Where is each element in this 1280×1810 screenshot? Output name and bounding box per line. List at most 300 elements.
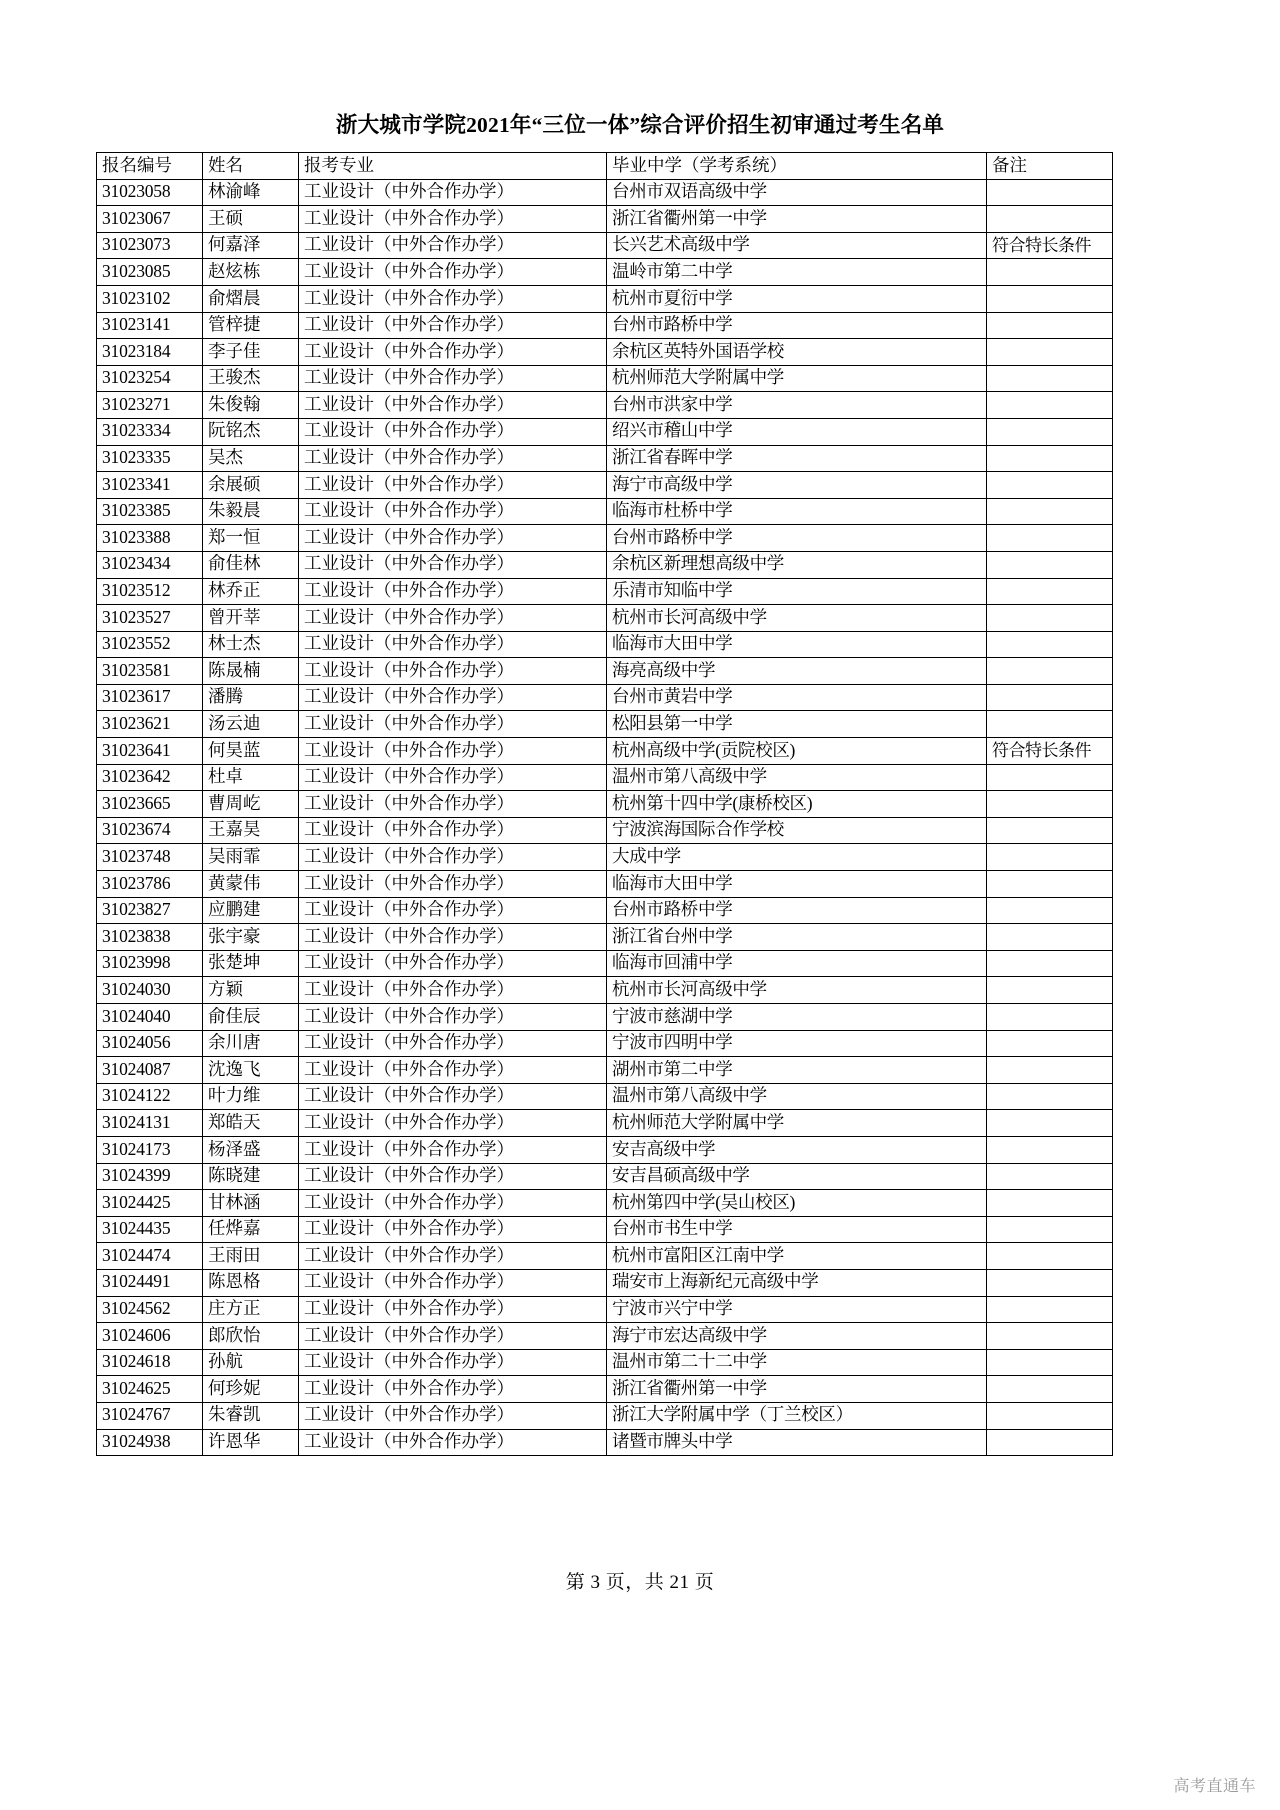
cell-school: 温州市第二十二中学: [607, 1349, 987, 1376]
table-row: [97, 950, 1113, 977]
cell-id: 31024435: [97, 1216, 203, 1243]
cell-major: 工业设计（中外合作办学）: [299, 897, 607, 924]
cell-school: 临海市杜桥中学: [607, 498, 987, 525]
cell-id: 31023641: [97, 738, 203, 765]
cell-school: 杭州第四中学(吴山校区): [607, 1190, 987, 1217]
cell-note: [987, 711, 1113, 738]
cell-name: 叶力维: [203, 1083, 299, 1110]
cell-school: 杭州市富阳区江南中学: [607, 1243, 987, 1270]
cell-name: 俞熠晨: [203, 285, 299, 312]
table-row: [97, 418, 1113, 445]
cell-school: 大成中学: [607, 844, 987, 871]
cell-school: 浙江大学附属中学（丁兰校区）: [607, 1402, 987, 1429]
table-row: [97, 259, 1113, 286]
cell-note: [987, 1190, 1113, 1217]
cell-id: 31023067: [97, 206, 203, 233]
cell-name: 郑皓天: [203, 1110, 299, 1137]
table-row: [97, 578, 1113, 605]
table-row: [97, 1004, 1113, 1031]
cell-id: 31023141: [97, 312, 203, 339]
cell-major: 工业设计（中外合作办学）: [299, 206, 607, 233]
cell-note: [987, 844, 1113, 871]
cell-major: 工业设计（中外合作办学）: [299, 472, 607, 499]
cell-major: 工业设计（中外合作办学）: [299, 1083, 607, 1110]
cell-major: 工业设计（中外合作办学）: [299, 365, 607, 392]
cell-major: 工业设计（中外合作办学）: [299, 1057, 607, 1084]
cell-school: 台州市路桥中学: [607, 525, 987, 552]
cell-note: [987, 817, 1113, 844]
cell-name: 俞佳林: [203, 551, 299, 578]
cell-major: 工业设计（中外合作办学）: [299, 578, 607, 605]
cell-school: 杭州师范大学附属中学: [607, 365, 987, 392]
cell-name: 王嘉昊: [203, 817, 299, 844]
cell-note: [987, 392, 1113, 419]
cell-note: [987, 312, 1113, 339]
table-body: [97, 179, 1113, 1456]
cell-name: 李子佳: [203, 339, 299, 366]
cell-id: 31023388: [97, 525, 203, 552]
table-row: [97, 1163, 1113, 1190]
cell-major: 工业设计（中外合作办学）: [299, 844, 607, 871]
cell-name: 陈晓建: [203, 1163, 299, 1190]
table-row: [97, 1323, 1113, 1350]
table-row: [97, 977, 1113, 1004]
cell-note: [987, 605, 1113, 632]
cell-id: 31023665: [97, 791, 203, 818]
cell-name: 阮铭杰: [203, 418, 299, 445]
cell-name: 赵炫栋: [203, 259, 299, 286]
cell-major: 工业设计（中外合作办学）: [299, 525, 607, 552]
cell-name: 张楚坤: [203, 950, 299, 977]
cell-note: [987, 498, 1113, 525]
cell-name: 甘林涵: [203, 1190, 299, 1217]
cell-major: 工业设计（中外合作办学）: [299, 1402, 607, 1429]
cell-school: 温州市第八高级中学: [607, 1083, 987, 1110]
table-row: [97, 312, 1113, 339]
table-row: [97, 551, 1113, 578]
cell-major: 工业设计（中外合作办学）: [299, 1429, 607, 1456]
cell-note: [987, 1030, 1113, 1057]
cell-note: 符合特长条件: [987, 232, 1113, 259]
cell-name: 汤云迪: [203, 711, 299, 738]
cell-name: 吴雨霏: [203, 844, 299, 871]
cell-school: 长兴艺术高级中学: [607, 232, 987, 259]
cell-note: [987, 259, 1113, 286]
table-row: [97, 472, 1113, 499]
cell-school: 杭州高级中学(贡院校区): [607, 738, 987, 765]
cell-id: 31023621: [97, 711, 203, 738]
table-row: [97, 392, 1113, 419]
cell-name: 朱睿凯: [203, 1402, 299, 1429]
table-row: [97, 897, 1113, 924]
cell-id: 31023998: [97, 950, 203, 977]
cell-note: [987, 897, 1113, 924]
cell-school: 湖州市第二中学: [607, 1057, 987, 1084]
cell-name: 应鹏建: [203, 897, 299, 924]
cell-major: 工业设计（中外合作办学）: [299, 924, 607, 951]
cell-major: 工业设计（中外合作办学）: [299, 684, 607, 711]
cell-major: 工业设计（中外合作办学）: [299, 1004, 607, 1031]
cell-id: 31024562: [97, 1296, 203, 1323]
table-row: [97, 1402, 1113, 1429]
cell-school: 台州市路桥中学: [607, 897, 987, 924]
column-header-registration-number: 报名编号: [97, 153, 203, 180]
cell-id: 31024491: [97, 1269, 203, 1296]
cell-name: 庄方正: [203, 1296, 299, 1323]
cell-name: 孙航: [203, 1349, 299, 1376]
cell-school: 宁波市四明中学: [607, 1030, 987, 1057]
cell-major: 工业设计（中外合作办学）: [299, 551, 607, 578]
table-row: [97, 738, 1113, 765]
page-number-footer: 第 3 页，共 21 页: [565, 1572, 715, 1593]
cell-major: 工业设计（中外合作办学）: [299, 1349, 607, 1376]
cell-name: 陈晟楠: [203, 658, 299, 685]
cell-id: 31024625: [97, 1376, 203, 1403]
cell-id: 31023748: [97, 844, 203, 871]
table-row: [97, 339, 1113, 366]
cell-school: 台州市路桥中学: [607, 312, 987, 339]
cell-note: [987, 1057, 1113, 1084]
table-row: [97, 232, 1113, 259]
cell-name: 管梓捷: [203, 312, 299, 339]
cell-note: [987, 1402, 1113, 1429]
cell-id: 31023527: [97, 605, 203, 632]
cell-school: 松阳县第一中学: [607, 711, 987, 738]
cell-id: 31023617: [97, 684, 203, 711]
cell-note: [987, 1349, 1113, 1376]
cell-note: [987, 472, 1113, 499]
cell-school: 诸暨市牌头中学: [607, 1429, 987, 1456]
cell-note: [987, 684, 1113, 711]
cell-name: 曹周屹: [203, 791, 299, 818]
cell-note: [987, 551, 1113, 578]
cell-note: [987, 950, 1113, 977]
cell-school: 浙江省台州中学: [607, 924, 987, 951]
cell-name: 林渝峰: [203, 179, 299, 206]
cell-name: 朱俊翰: [203, 392, 299, 419]
cell-major: 工业设计（中外合作办学）: [299, 1136, 607, 1163]
cell-major: 工业设计（中外合作办学）: [299, 1190, 607, 1217]
cell-major: 工业设计（中外合作办学）: [299, 738, 607, 765]
cell-name: 余川唐: [203, 1030, 299, 1057]
cell-major: 工业设计（中外合作办学）: [299, 658, 607, 685]
cell-school: 杭州师范大学附属中学: [607, 1110, 987, 1137]
cell-id: 31023058: [97, 179, 203, 206]
table-row: [97, 817, 1113, 844]
cell-note: [987, 1216, 1113, 1243]
cell-major: 工业设计（中外合作办学）: [299, 1110, 607, 1137]
cell-note: [987, 1243, 1113, 1270]
cell-id: 31023512: [97, 578, 203, 605]
table-row: [97, 1136, 1113, 1163]
cell-name: 王骏杰: [203, 365, 299, 392]
cell-name: 朱毅晨: [203, 498, 299, 525]
cell-major: 工业设计（中外合作办学）: [299, 1323, 607, 1350]
cell-id: 31023674: [97, 817, 203, 844]
cell-school: 海宁市宏达高级中学: [607, 1323, 987, 1350]
cell-name: 林乔正: [203, 578, 299, 605]
table-row: [97, 1083, 1113, 1110]
column-header-major: 报考专业: [299, 153, 607, 180]
cell-id: 31023073: [97, 232, 203, 259]
cell-major: 工业设计（中外合作办学）: [299, 1163, 607, 1190]
cell-id: 31024030: [97, 977, 203, 1004]
cell-id: 31023838: [97, 924, 203, 951]
roster-table-container: [96, 152, 1112, 1456]
table-row: [97, 711, 1113, 738]
table-row: [97, 1349, 1113, 1376]
cell-id: 31024040: [97, 1004, 203, 1031]
cell-name: 任烨嘉: [203, 1216, 299, 1243]
cell-school: 安吉高级中学: [607, 1136, 987, 1163]
cell-name: 曾开莘: [203, 605, 299, 632]
cell-school: 乐清市知临中学: [607, 578, 987, 605]
cell-major: 工业设计（中外合作办学）: [299, 1296, 607, 1323]
table-row: [97, 764, 1113, 791]
cell-note: [987, 525, 1113, 552]
cell-name: 郎欣怡: [203, 1323, 299, 1350]
cell-note: [987, 285, 1113, 312]
cell-name: 许恩华: [203, 1429, 299, 1456]
cell-id: 31023642: [97, 764, 203, 791]
cell-note: [987, 791, 1113, 818]
cell-id: 31023385: [97, 498, 203, 525]
cell-note: [987, 179, 1113, 206]
table-row: [97, 658, 1113, 685]
column-header-high-school: 毕业中学（学考系统）: [607, 153, 987, 180]
table-row: [97, 1030, 1113, 1057]
table-row: [97, 1269, 1113, 1296]
cell-school: 临海市大田中学: [607, 871, 987, 898]
column-header-remarks: 备注: [987, 153, 1113, 180]
cell-school: 宁波滨海国际合作学校: [607, 817, 987, 844]
cell-name: 陈恩格: [203, 1269, 299, 1296]
cell-id: 31024606: [97, 1323, 203, 1350]
cell-school: 安吉昌硕高级中学: [607, 1163, 987, 1190]
table-row: [97, 1296, 1113, 1323]
cell-major: 工业设计（中外合作办学）: [299, 1030, 607, 1057]
cell-school: 浙江省衢州第一中学: [607, 206, 987, 233]
cell-name: 郑一恒: [203, 525, 299, 552]
column-header-name: 姓名: [203, 153, 299, 180]
table-row: [97, 365, 1113, 392]
cell-school: 临海市大田中学: [607, 631, 987, 658]
cell-note: [987, 658, 1113, 685]
cell-school: 瑞安市上海新纪元高级中学: [607, 1269, 987, 1296]
cell-school: 杭州第十四中学(康桥校区): [607, 791, 987, 818]
cell-note: [987, 977, 1113, 1004]
table-row: [97, 445, 1113, 472]
cell-id: 31023254: [97, 365, 203, 392]
source-watermark: 高考直通车: [1173, 1778, 1256, 1795]
cell-school: 海亮高级中学: [607, 658, 987, 685]
cell-school: 台州市洪家中学: [607, 392, 987, 419]
table-row: [97, 924, 1113, 951]
cell-school: 杭州市长河高级中学: [607, 605, 987, 632]
table-row: [97, 1057, 1113, 1084]
cell-major: 工业设计（中外合作办学）: [299, 1243, 607, 1270]
cell-id: 31024938: [97, 1429, 203, 1456]
cell-note: [987, 418, 1113, 445]
table-row: [97, 206, 1113, 233]
cell-name: 黄蒙伟: [203, 871, 299, 898]
cell-note: [987, 871, 1113, 898]
cell-major: 工业设计（中外合作办学）: [299, 259, 607, 286]
cell-name: 杨泽盛: [203, 1136, 299, 1163]
table-row: [97, 1376, 1113, 1403]
cell-note: [987, 339, 1113, 366]
cell-major: 工业设计（中外合作办学）: [299, 1216, 607, 1243]
cell-major: 工业设计（中外合作办学）: [299, 1376, 607, 1403]
cell-school: 温岭市第二中学: [607, 259, 987, 286]
cell-note: [987, 1004, 1113, 1031]
cell-major: 工业设计（中外合作办学）: [299, 791, 607, 818]
cell-id: 31023552: [97, 631, 203, 658]
cell-id: 31024087: [97, 1057, 203, 1084]
cell-major: 工业设计（中外合作办学）: [299, 392, 607, 419]
table-row: [97, 1110, 1113, 1137]
table-header-row: [97, 153, 1113, 180]
cell-note: [987, 206, 1113, 233]
roster-table: [96, 152, 1113, 1456]
cell-school: 绍兴市稽山中学: [607, 418, 987, 445]
cell-id: 31024474: [97, 1243, 203, 1270]
cell-name: 张宇豪: [203, 924, 299, 951]
cell-note: [987, 764, 1113, 791]
cell-id: 31023334: [97, 418, 203, 445]
cell-name: 何昊蓝: [203, 738, 299, 765]
table-row: [97, 1190, 1113, 1217]
cell-major: 工业设计（中外合作办学）: [299, 817, 607, 844]
cell-note: [987, 1136, 1113, 1163]
cell-name: 王硕: [203, 206, 299, 233]
cell-name: 何珍妮: [203, 1376, 299, 1403]
cell-id: 31023271: [97, 392, 203, 419]
cell-note: [987, 365, 1113, 392]
cell-major: 工业设计（中外合作办学）: [299, 950, 607, 977]
cell-note: [987, 1429, 1113, 1456]
table-row: [97, 844, 1113, 871]
cell-id: 31024399: [97, 1163, 203, 1190]
cell-id: 31024767: [97, 1402, 203, 1429]
cell-note: [987, 631, 1113, 658]
cell-id: 31024618: [97, 1349, 203, 1376]
cell-id: 31023341: [97, 472, 203, 499]
cell-note: [987, 1163, 1113, 1190]
table-row: [97, 285, 1113, 312]
cell-name: 俞佳辰: [203, 1004, 299, 1031]
cell-note: [987, 1296, 1113, 1323]
page-title: 浙大城市学院2021年“三位一体”综合评价招生初审通过考生名单: [335, 113, 945, 137]
cell-id: 31024173: [97, 1136, 203, 1163]
table-row: [97, 1216, 1113, 1243]
cell-major: 工业设计（中外合作办学）: [299, 711, 607, 738]
table-row: [97, 631, 1113, 658]
cell-note: [987, 1269, 1113, 1296]
cell-id: 31023184: [97, 339, 203, 366]
cell-note: [987, 1323, 1113, 1350]
cell-major: 工业设计（中外合作办学）: [299, 179, 607, 206]
cell-id: 31023581: [97, 658, 203, 685]
cell-id: 31023085: [97, 259, 203, 286]
cell-name: 林士杰: [203, 631, 299, 658]
table-row: [97, 684, 1113, 711]
cell-id: 31024131: [97, 1110, 203, 1137]
cell-name: 吴杰: [203, 445, 299, 472]
cell-school: 台州市书生中学: [607, 1216, 987, 1243]
cell-note: [987, 1110, 1113, 1137]
cell-id: 31023335: [97, 445, 203, 472]
cell-school: 临海市回浦中学: [607, 950, 987, 977]
cell-major: 工业设计（中外合作办学）: [299, 977, 607, 1004]
cell-major: 工业设计（中外合作办学）: [299, 631, 607, 658]
cell-major: 工业设计（中外合作办学）: [299, 605, 607, 632]
cell-id: 31024122: [97, 1083, 203, 1110]
cell-major: 工业设计（中外合作办学）: [299, 339, 607, 366]
cell-note: 符合特长条件: [987, 738, 1113, 765]
cell-note: [987, 1083, 1113, 1110]
cell-school: 台州市黄岩中学: [607, 684, 987, 711]
cell-name: 沈逸飞: [203, 1057, 299, 1084]
table-row: [97, 605, 1113, 632]
table-row: [97, 791, 1113, 818]
cell-school: 浙江省春晖中学: [607, 445, 987, 472]
cell-name: 何嘉泽: [203, 232, 299, 259]
cell-note: [987, 924, 1113, 951]
cell-id: 31024056: [97, 1030, 203, 1057]
table-row: [97, 1429, 1113, 1456]
cell-name: 潘腾: [203, 684, 299, 711]
cell-school: 浙江省衢州第一中学: [607, 1376, 987, 1403]
cell-school: 杭州市夏衍中学: [607, 285, 987, 312]
cell-school: 宁波市慈湖中学: [607, 1004, 987, 1031]
cell-major: 工业设计（中外合作办学）: [299, 764, 607, 791]
table-row: [97, 525, 1113, 552]
table-row: [97, 498, 1113, 525]
cell-major: 工业设计（中外合作办学）: [299, 418, 607, 445]
cell-id: 31023786: [97, 871, 203, 898]
table-header: [97, 153, 1113, 180]
cell-school: 宁波市兴宁中学: [607, 1296, 987, 1323]
cell-major: 工业设计（中外合作办学）: [299, 232, 607, 259]
cell-note: [987, 445, 1113, 472]
cell-name: 方颖: [203, 977, 299, 1004]
cell-school: 余杭区新理想高级中学: [607, 551, 987, 578]
cell-school: 台州市双语高级中学: [607, 179, 987, 206]
cell-school: 温州市第八高级中学: [607, 764, 987, 791]
cell-note: [987, 578, 1113, 605]
cell-major: 工业设计（中外合作办学）: [299, 312, 607, 339]
cell-id: 31023102: [97, 285, 203, 312]
cell-id: 31024425: [97, 1190, 203, 1217]
table-row: [97, 871, 1113, 898]
cell-school: 海宁市高级中学: [607, 472, 987, 499]
cell-name: 杜卓: [203, 764, 299, 791]
cell-school: 余杭区英特外国语学校: [607, 339, 987, 366]
table-row: [97, 1243, 1113, 1270]
cell-major: 工业设计（中外合作办学）: [299, 445, 607, 472]
cell-note: [987, 1376, 1113, 1403]
cell-major: 工业设计（中外合作办学）: [299, 285, 607, 312]
cell-id: 31023434: [97, 551, 203, 578]
table-row: [97, 179, 1113, 206]
cell-id: 31023827: [97, 897, 203, 924]
cell-major: 工业设计（中外合作办学）: [299, 1269, 607, 1296]
cell-name: 王雨田: [203, 1243, 299, 1270]
cell-school: 杭州市长河高级中学: [607, 977, 987, 1004]
cell-major: 工业设计（中外合作办学）: [299, 871, 607, 898]
cell-name: 余展硕: [203, 472, 299, 499]
